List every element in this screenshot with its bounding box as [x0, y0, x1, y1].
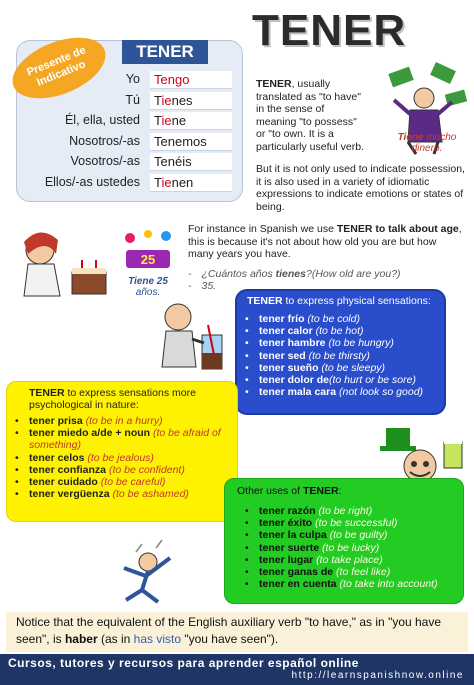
list-item — [29, 488, 237, 500]
verb-form-post: nen — [171, 174, 194, 190]
expression: tener mala cara — [259, 386, 337, 399]
list-item — [259, 313, 444, 325]
list-item — [259, 325, 444, 337]
intro-text — [256, 78, 366, 153]
list-item — [259, 362, 444, 374]
age-post: , this is because it's not about how old you are but how many years you have. — [188, 223, 462, 260]
haber-note-text — [6, 612, 468, 650]
translation: (to hurt or be sore) — [329, 374, 416, 387]
age-example-1 — [188, 268, 428, 280]
translation: (to be confident) — [106, 463, 185, 476]
verb-form-pre: T — [154, 92, 162, 108]
translation: (to be thirsty) — [305, 349, 370, 362]
physical-title-bold: TENER — [247, 295, 283, 307]
verb-form-post: ne — [171, 113, 187, 128]
other-list — [225, 505, 463, 590]
list-item — [29, 476, 237, 488]
expression: tener confianza — [29, 463, 107, 476]
translation: (to take into account) — [336, 578, 438, 591]
note-mid: (as in — [97, 632, 134, 646]
note-bold: haber — [64, 632, 98, 646]
expression: tener frío — [259, 313, 305, 325]
age-text — [188, 223, 463, 261]
possession-text: But it is not only used to indicate possession, it is also used in a variety of idiomatic expressions to indicate emotions or states of being. — [256, 163, 465, 213]
translation: (to take place) — [313, 553, 383, 566]
translation: (to be careful) — [97, 476, 166, 489]
tense-badge: Presente de Indicativo — [4, 26, 114, 111]
physical-title-text: to express physical sensations: — [282, 295, 431, 307]
verb-form — [150, 174, 232, 192]
other-title-bold: TENER — [302, 485, 339, 497]
other-uses-box — [224, 478, 464, 604]
pronoun-label: Tú — [125, 92, 140, 107]
list-item — [259, 337, 444, 349]
intro-bold: TENER — [256, 78, 292, 90]
physical-list — [237, 313, 444, 398]
example-text: ¿Cuántos años — [201, 268, 276, 280]
list-item — [259, 374, 444, 386]
cake-number: 25 — [140, 252, 156, 267]
verb-form-pre: T — [154, 174, 162, 190]
list-item — [259, 505, 463, 517]
verb-form-red: ie — [161, 92, 172, 108]
translation: (to be hot) — [312, 325, 364, 338]
verb-form — [150, 92, 232, 110]
translation: (to be guilty) — [326, 529, 388, 542]
list-item — [29, 427, 237, 451]
money-caption-rest: mucho — [423, 132, 457, 143]
other-title-text: Other uses of — [237, 485, 303, 497]
expression: tener vergüenza — [29, 488, 110, 501]
note-pre: Notice that the equivalent of the English auxiliary verb "to have," as in "you have seen", is — [16, 615, 442, 646]
expression: tener cuidado — [29, 476, 98, 489]
expression: tener hambre — [259, 337, 326, 350]
list-item — [259, 350, 444, 362]
falling-man-illustration — [96, 530, 196, 606]
list-item — [29, 464, 237, 476]
birthday-woman-illustration — [6, 224, 116, 304]
expression: tener razón — [259, 505, 316, 517]
psych-title-bold: TENER — [29, 387, 65, 399]
other-title — [225, 479, 463, 499]
translation: (to feel like) — [333, 566, 391, 579]
translation: (not look so good) — [336, 386, 424, 399]
pronoun-label: Ellos/-as ustedes — [44, 174, 140, 189]
translation: (to be lucky) — [319, 541, 380, 554]
other-title-colon: : — [338, 485, 342, 497]
expression: tener dolor de — [259, 374, 330, 387]
expression: tener en cuenta — [259, 578, 337, 591]
pronoun-label: Nosotros/-as — [69, 133, 140, 148]
list-item — [259, 386, 444, 398]
psych-list — [7, 415, 237, 500]
list-item — [259, 542, 463, 554]
translation: (to be sleepy) — [318, 361, 386, 374]
conjugation-header: TENER — [122, 40, 208, 64]
pronoun-label: Vosotros/-as — [70, 154, 140, 168]
list-item — [29, 452, 237, 464]
expression: tener éxito — [259, 517, 313, 530]
list-item — [29, 415, 237, 427]
haber-note — [6, 612, 468, 652]
verb-form-pre: Tenéis — [154, 154, 192, 169]
footer-url[interactable]: http://learnspanishnow.online — [291, 670, 464, 681]
expression: tener celos — [29, 451, 85, 464]
psych-title-text: to express sensations more psychological in nature: — [29, 387, 196, 411]
verb-form — [150, 133, 232, 151]
physical-sensations-box — [235, 289, 446, 415]
verb-form-red: ie — [161, 113, 172, 128]
intro-body: , usually translated as "to have" in the sense of meaning "to possess" or "to own. It is a particularly useful verb. — [256, 78, 364, 153]
money-caption — [384, 132, 470, 154]
birthday-caption-line1: Tiene 25 — [128, 276, 168, 287]
expression: tener prisa — [29, 415, 83, 427]
expression: tener lugar — [259, 553, 314, 566]
pronoun-label: Yo — [125, 72, 140, 86]
note-post: "you have seen"). — [181, 632, 279, 646]
translation: (to be successful) — [312, 517, 398, 530]
expression: tener sueño — [259, 361, 319, 374]
example-dash: - — [188, 268, 192, 280]
verb-form-pre: Tenemos — [154, 133, 207, 149]
translation: (to be jealous) — [84, 451, 154, 464]
list-item — [259, 554, 463, 566]
list-item — [259, 578, 463, 590]
age-pre: For instance in Spanish we use — [188, 223, 337, 235]
translation: (to be afraid of something) — [29, 427, 221, 452]
thirsty-man-illustration — [152, 295, 234, 381]
physical-title — [237, 291, 444, 309]
translation: (to be cold) — [304, 313, 360, 325]
leprechaun-illustration — [380, 424, 470, 486]
example-post: ? — [306, 268, 312, 280]
verb-form — [150, 112, 232, 130]
translation: (to be hungry) — [325, 337, 394, 350]
birthday-cake-icon — [120, 230, 176, 274]
verb-form — [150, 153, 232, 171]
verb-form-red: Tengo — [154, 72, 190, 87]
expression: tener miedo a/de + noun — [29, 427, 151, 440]
list-item — [259, 566, 463, 578]
expression: tener suerte — [259, 541, 320, 554]
verb-form-red: ie — [161, 174, 172, 190]
money-caption-line2: dinero. — [411, 143, 443, 154]
expression: tener calor — [259, 325, 313, 338]
psych-title — [7, 382, 237, 413]
example-bold: tienes — [275, 268, 306, 280]
note-link: has visto — [133, 632, 182, 646]
footer-title: Cursos, tutores y recursos para aprender español online — [8, 656, 359, 670]
birthday-caption-line2: años. — [135, 287, 161, 298]
example-text: 35. — [201, 280, 217, 292]
age-bold: TENER to talk about age — [336, 223, 459, 235]
translation: (to be right) — [315, 505, 373, 517]
page-title: TENER — [252, 6, 407, 55]
footer-banner — [0, 654, 474, 685]
expression: tener ganas de — [259, 566, 334, 579]
translation: (to be in a hurry) — [82, 415, 163, 427]
verb-form-post: nes — [171, 92, 193, 108]
example-translation: (How old are you?) — [311, 268, 401, 280]
verb-form — [150, 71, 232, 89]
expression: tener la culpa — [259, 529, 327, 542]
example-dash: - — [188, 280, 192, 292]
money-caption-bold: Tiene — [397, 132, 424, 143]
translation: (to be ashamed) — [109, 488, 189, 501]
psychological-sensations-box — [6, 381, 238, 522]
list-item — [259, 517, 463, 529]
verb-form-pre: T — [154, 113, 162, 128]
expression: tener sed — [259, 349, 306, 362]
list-item — [259, 529, 463, 541]
pronoun-label: Él, ella, usted — [64, 113, 140, 127]
